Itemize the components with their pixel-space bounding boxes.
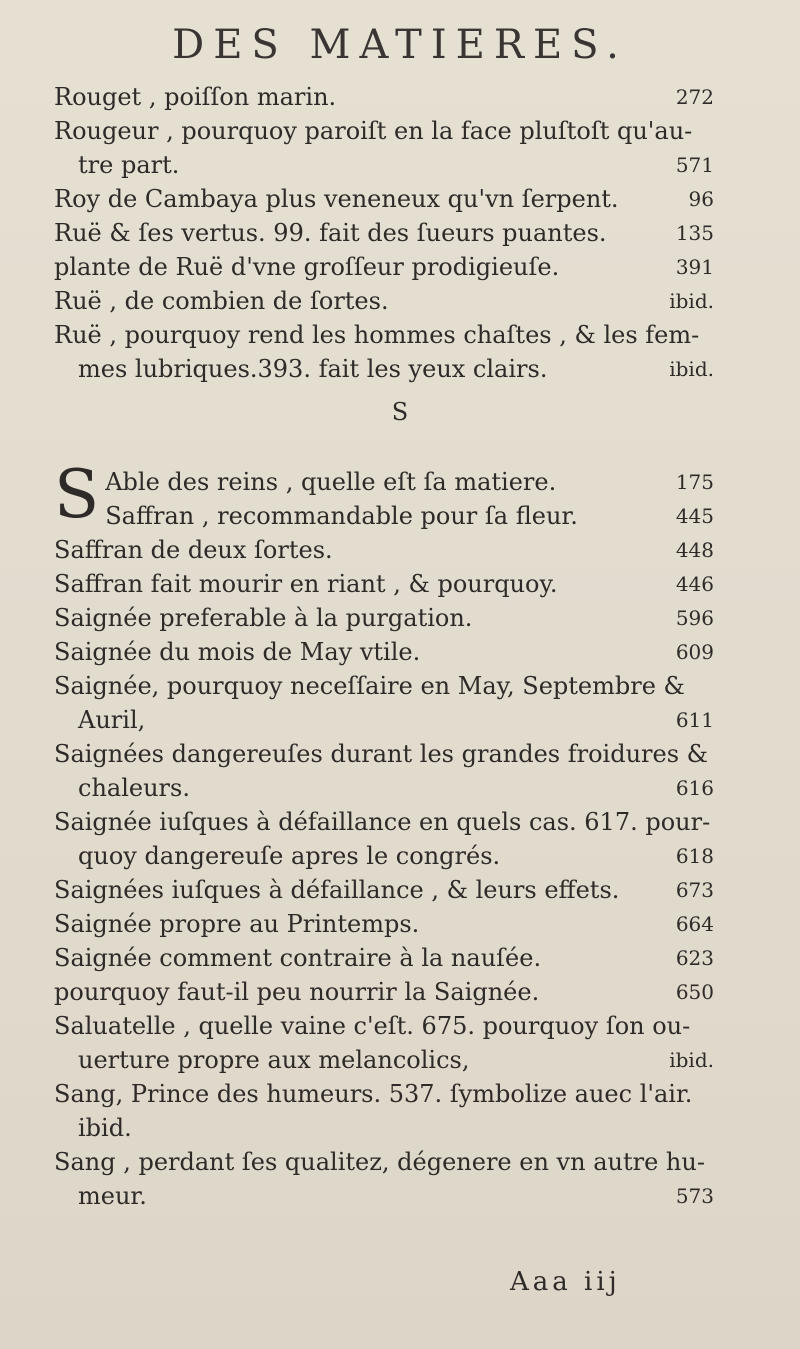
entry-text: Saffran , recommandable pour ſa fleur.	[105, 502, 578, 530]
entry-text: Rougeur , pourquoy paroiſt en la face pluſtoſt qu'au-	[54, 117, 693, 145]
entry-text-line	[54, 1179, 714, 1213]
entry-text: Saluatelle , quelle vaine c'eſt. 675. pourquoy ſon ou-	[54, 1012, 691, 1040]
page-reference: 272	[675, 85, 714, 109]
page-reference: ibid.	[669, 289, 714, 313]
index-entry	[54, 805, 714, 873]
entry-text: Ruë , pourquoy rend les hommes chaſtes , & les fem-	[54, 321, 700, 349]
page-reference: 448	[675, 538, 714, 562]
page-reference: 616	[675, 776, 714, 800]
entry-text: Saignée iuſques à défaillance en quels cas. 617. pour-	[54, 808, 711, 836]
index-entry	[54, 567, 714, 601]
entry-text-line	[54, 216, 714, 250]
page-reference: 664	[675, 912, 714, 936]
entry-text: Saignée du mois de May vtile.	[54, 638, 421, 666]
entry-text-line	[54, 941, 714, 975]
index-entry	[54, 80, 714, 114]
entry-text-line	[54, 80, 714, 114]
entry-text-line	[54, 352, 714, 386]
index-entry	[54, 1009, 714, 1077]
index-entry	[54, 216, 714, 250]
entry-text-line	[54, 1043, 714, 1077]
entry-text: ibid.	[78, 1114, 132, 1142]
entry-text-line	[54, 533, 714, 567]
entry-text-line	[54, 1009, 714, 1043]
entry-text-line	[54, 182, 714, 216]
index-entry	[54, 1077, 714, 1145]
index-entries-r	[54, 80, 714, 386]
entry-text-line	[54, 114, 714, 148]
entry-text: Rouget , poiſſon marin.	[54, 83, 337, 111]
page-reference: 571	[675, 153, 714, 177]
entry-text-line	[54, 703, 714, 737]
entry-text: Saignée propre au Printemps.	[54, 910, 420, 938]
entry-text: Saffran de deux ſortes.	[54, 536, 333, 564]
entry-text-line	[54, 318, 714, 352]
entry-text: Saignées dangereuſes durant les grandes froidures &	[54, 740, 709, 768]
entry-text: tre part.	[78, 151, 180, 179]
page-reference: 650	[675, 980, 714, 1004]
entry-text-line	[54, 1111, 714, 1145]
page-reference: 596	[675, 606, 714, 630]
page-reference: 618	[675, 844, 714, 868]
entry-text-line	[54, 839, 714, 873]
index-entry	[54, 1145, 714, 1213]
entry-text: plante de Ruë d'vne groſſeur prodigieuſe.	[54, 253, 560, 281]
index-entries-s	[54, 456, 714, 1213]
entry-text: Saignée comment contraire à la nauſée.	[54, 944, 542, 972]
index-entry	[54, 250, 714, 284]
entry-text-line	[54, 1145, 714, 1179]
page-reference: 175	[675, 470, 714, 494]
section-letter-s: S	[391, 398, 409, 426]
entry-text: Sang , perdant ſes qualitez, dégenere en vn autre hu-	[54, 1148, 705, 1176]
entry-text-line	[54, 873, 714, 907]
index-entry	[54, 114, 714, 182]
page-reference: 446	[675, 572, 714, 596]
entry-text: Saffran fait mourir en riant , & pourquoy.	[54, 570, 558, 598]
entry-text: mes lubriques.393. fait les yeux clairs.	[78, 355, 548, 383]
entry-text: Saignée preferable à la purgation.	[54, 604, 473, 632]
index-entry	[54, 941, 714, 975]
entry-text: Ruë & ſes vertus. 99. fait des ſueurs puantes.	[54, 219, 607, 247]
entry-text-line	[54, 669, 714, 703]
index-entry	[54, 737, 714, 805]
entry-text: chaleurs.	[78, 774, 190, 802]
index-entry	[54, 284, 714, 318]
entry-text-line	[54, 1077, 714, 1111]
page-reference: 445	[675, 504, 714, 528]
index-entry	[54, 975, 714, 1009]
entry-text: pourquoy faut-il peu nourrir la Saignée.	[54, 978, 540, 1006]
entry-text-line	[54, 499, 714, 533]
entry-text: Ruë , de combien de ſortes.	[54, 287, 389, 315]
index-entry	[54, 182, 714, 216]
entry-text: Saignées iuſques à défaillance , & leurs effets.	[54, 876, 620, 904]
page-reference: 673	[675, 878, 714, 902]
entry-text-line	[54, 601, 714, 635]
page-reference: 391	[675, 255, 714, 279]
entry-text: quoy dangereuſe apres le congrés.	[78, 842, 501, 870]
index-entry	[54, 907, 714, 941]
entry-text-line	[54, 771, 714, 805]
page-header: DES MATIERES.	[172, 22, 628, 68]
index-entry	[54, 635, 714, 669]
entry-text: Auril,	[78, 706, 146, 734]
entry-text: meur.	[78, 1182, 147, 1210]
index-entry	[54, 318, 714, 386]
index-entry	[54, 669, 714, 737]
entry-text-line	[54, 635, 714, 669]
entry-text: uerture propre aux melancolics,	[78, 1046, 470, 1074]
entry-text: Roy de Cambaya plus veneneux qu'vn ſerpent.	[54, 185, 619, 213]
index-entry	[54, 533, 714, 567]
entry-text-line	[54, 250, 714, 284]
page-reference: ibid.	[669, 1048, 714, 1072]
entry-text-line	[54, 284, 714, 318]
page-reference: 96	[688, 187, 714, 211]
entry-text: Sang, Prince des humeurs. 537. ſymbolize auec l'air.	[54, 1080, 693, 1108]
page-reference: 611	[675, 708, 714, 732]
page-reference: ibid.	[669, 357, 714, 381]
entry-text-line	[54, 567, 714, 601]
entry-text-line	[54, 805, 714, 839]
entry-text-line	[54, 907, 714, 941]
entry-text: Able des reins , quelle eſt ſa matiere.	[105, 468, 557, 496]
index-entry	[54, 873, 714, 907]
entry-text-line	[54, 737, 714, 771]
page-reference: 573	[675, 1184, 714, 1208]
entry-text-line	[54, 975, 714, 1009]
page-reference: 623	[675, 946, 714, 970]
drop-cap: S	[54, 456, 100, 533]
page-reference: 135	[675, 221, 714, 245]
index-entry	[54, 499, 714, 533]
signature-mark: Aaa iij	[510, 1267, 621, 1297]
index-entry	[54, 601, 714, 635]
entry-text: Saignée, pourquoy neceſſaire en May, Septembre &	[54, 672, 685, 700]
page-reference: 609	[675, 640, 714, 664]
entry-text-line	[54, 148, 714, 182]
